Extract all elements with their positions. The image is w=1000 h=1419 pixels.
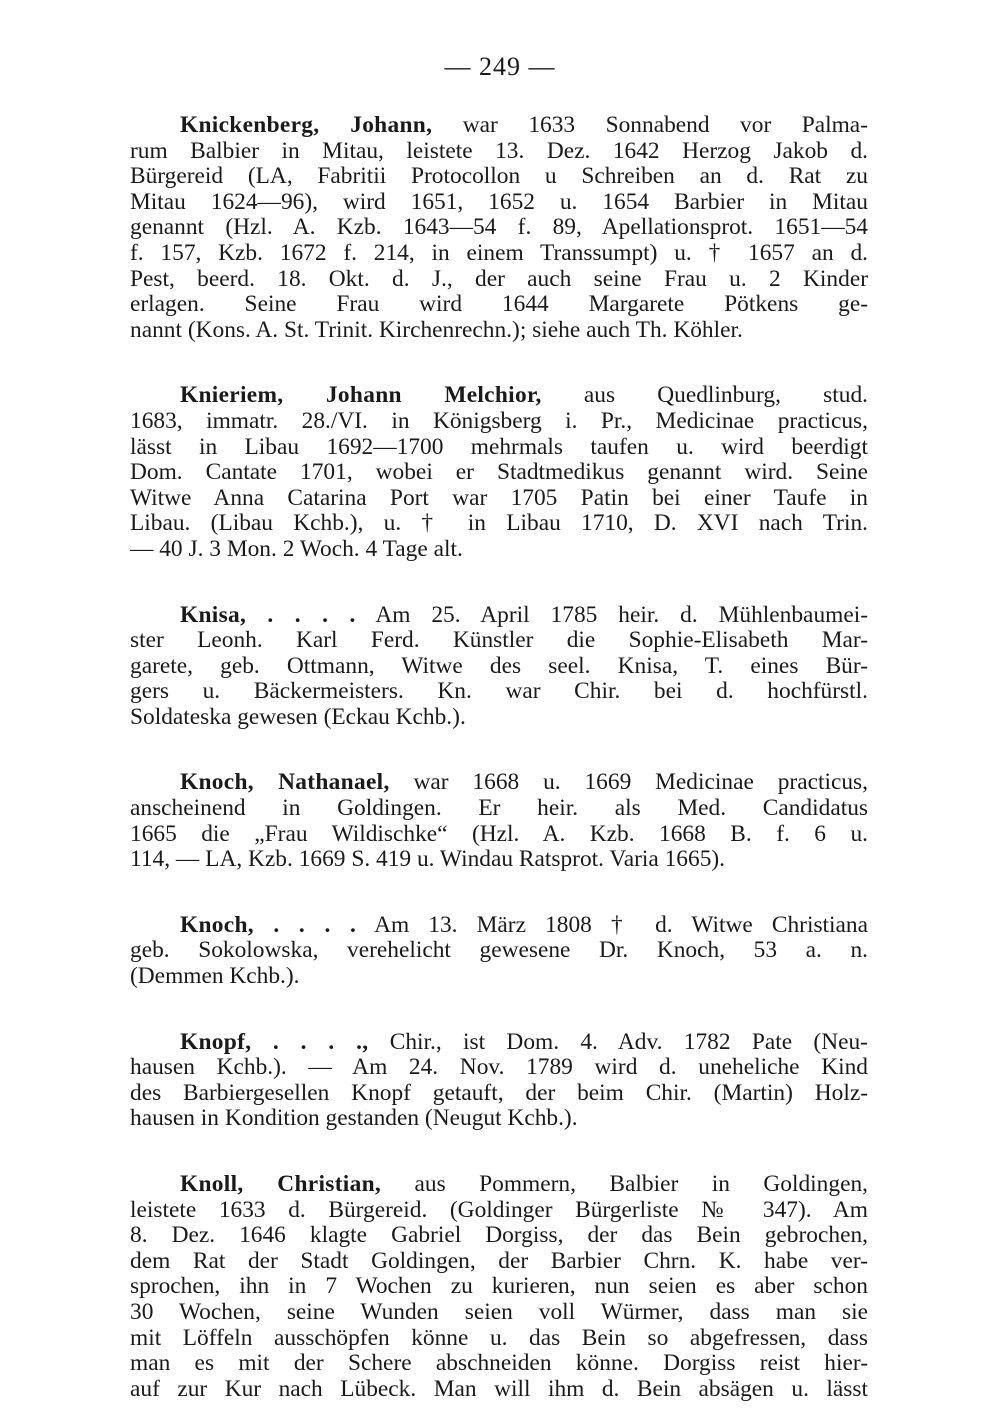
entry-first-line: Knoch, . . . . Am 13. März 1808 † d. Witwe Christiana [180, 912, 868, 938]
entry-line: 114, — LA, Kzb. 1669 S. 419 u. Windau Ratsprot. Varia 1665). [130, 847, 726, 873]
entry-first-line: Knoch, Nathanael, war 1668 u. 1669 Medicinae practicus, [180, 770, 868, 796]
entry-line: gers u. Bäckermeisters. Kn. war Chir. bei d. hochfürstl. [130, 679, 868, 705]
entry-line: garete, geb. Ottmann, Witwe des seel. Knisa, T. eines Bür- [130, 653, 868, 679]
entry-headword: Knieriem, Johann Melchior, [180, 383, 542, 409]
entry-knoch-nathanael [130, 770, 868, 872]
entry-line: f. 157, Kzb. 1672 f. 214, in einem Transsumpt) u. † 1657 an d. [130, 240, 868, 266]
entry-line: Mitau 1624—96), wird 1651, 1652 u. 1654 Barbier in Mitau [130, 189, 868, 215]
entry-line: nannt (Kons. A. St. Trinit. Kirchenrechn.); siehe auch Th. Köhler. [130, 317, 743, 343]
entry-line: anscheinend in Goldingen. Er heir. als Med. Candidatus [130, 796, 868, 822]
entry-headword: Knoch, . . . . [180, 912, 357, 938]
entry-knisa [130, 603, 868, 731]
entry-headword: Knoll, Christian, [180, 1172, 382, 1197]
entry-line: 8. Dez. 1646 klagte Gabriel Dorgiss, der das Bein gebrochen, [130, 1223, 868, 1249]
entry-line: (Demmen Kchb.). [130, 964, 300, 990]
entry-first-line: Knopf, . . . ., Chir., ist Dom. 4. Adv. 1782 Pate (Neu- [180, 1029, 868, 1055]
entry-line: Witwe Anna Catarina Port war 1705 Patin bei einer Taufe in [130, 485, 868, 511]
entry-line: des Barbiergesellen Knopf getauft, der beim Chir. (Martin) Holz- [130, 1080, 868, 1106]
entry-line: — 40 J. 3 Mon. 2 Woch. 4 Tage alt. [130, 536, 463, 562]
entry-knoch [130, 913, 868, 990]
entry-line: ster Leonh. Karl Ferd. Künstler die Sophie-Elisabeth Mar- [130, 628, 868, 654]
entry-line: geb. Sokolowska, verehelicht gewesene Dr. Knoch, 53 a. n. [130, 938, 868, 964]
entry-line: hausen in Kondition gestanden (Neugut Kchb.). [130, 1106, 578, 1132]
page-body [130, 113, 868, 1402]
entry-line: leistete 1633 d. Bürgereid. (Goldinger Bürgerliste № 347). Am [130, 1197, 868, 1223]
entry-first-line: Knickenberg, Johann, war 1633 Sonnabend vor Palma- [180, 113, 868, 138]
entry-line: lässt in Libau 1692—1700 mehrmals taufen u. wird beerdigt [130, 434, 868, 460]
entry-line: 1665 die „Frau Wildischke“ (Hzl. A. Kzb. 1668 B. f. 6 u. [130, 821, 868, 847]
entry-line: rum Balbier in Mitau, leistete 13. Dez. 1642 Herzog Jakob d. [130, 138, 868, 164]
entry-line: dem Rat der Stadt Goldingen, der Barbier Chrn. K. habe ver- [130, 1248, 868, 1274]
entry-knopf [130, 1030, 868, 1132]
entry-line: 30 Wochen, seine Wunden seien voll Würmer, dass man sie [130, 1299, 868, 1325]
entry-knickenberg [130, 113, 868, 343]
entry-line: auf zur Kur nach Lübeck. Man will ihm d. Bein absägen u. lässt [130, 1376, 868, 1402]
entry-first-line: Knoll, Christian, aus Pommern, Balbier in Goldingen, [180, 1172, 868, 1197]
entry-headword: Knoch, Nathanael, [180, 770, 390, 796]
entry-line: Bürgereid (LA, Fabritii Protocollon u Schreiben an d. Rat zu [130, 164, 868, 190]
entry-line: hausen Kchb.). — Am 24. Nov. 1789 wird d. uneheliche Kind [130, 1055, 868, 1081]
entry-line: mit Löffeln ausschöpfen könne u. das Bein so abgefressen, dass [130, 1325, 868, 1351]
entry-first-line: Knieriem, Johann Melchior, aus Quedlinburg, stud. [180, 383, 868, 409]
entry-line: Pest, beerd. 18. Okt. d. J., der auch seine Frau u. 2 Kinder [130, 266, 868, 292]
entry-line: erlagen. Seine Frau wird 1644 Margarete Pötkens ge- [130, 292, 868, 318]
entry-headword: Knisa, . . . . [180, 602, 356, 628]
entry-knieriem [130, 383, 868, 562]
entry-line: Soldateska gewesen (Eckau Kchb.). [130, 704, 466, 730]
entry-line: Libau. (Libau Kchb.), u. † in Libau 1710, D. XVI nach Trin. [130, 511, 868, 537]
page-number: — 249 — [444, 52, 556, 81]
entry-line: man es mit der Schere abschneiden könne. Dorgiss reist hier- [130, 1351, 868, 1377]
entry-headword: Knickenberg, Johann, [180, 113, 433, 138]
entry-line: Dom. Cantate 1701, wobei er Stadtmedikus genannt wird. Seine [130, 460, 868, 486]
entry-line: sprochen, ihn in 7 Wochen zu kurieren, nun seien es aber schon [130, 1274, 868, 1300]
entry-line: genannt (Hzl. A. Kzb. 1643—54 f. 89, Apellationsprot. 1651—54 [130, 215, 868, 241]
entry-line: 1683, immatr. 28./VI. in Königsberg i. Pr., Medicinae practicus, [130, 408, 868, 434]
entry-first-line: Knisa, . . . . Am 25. April 1785 heir. d. Mühlenbaumei- [180, 602, 868, 628]
entry-knoll [130, 1172, 868, 1402]
entry-headword: Knopf, . . . ., [180, 1029, 369, 1055]
